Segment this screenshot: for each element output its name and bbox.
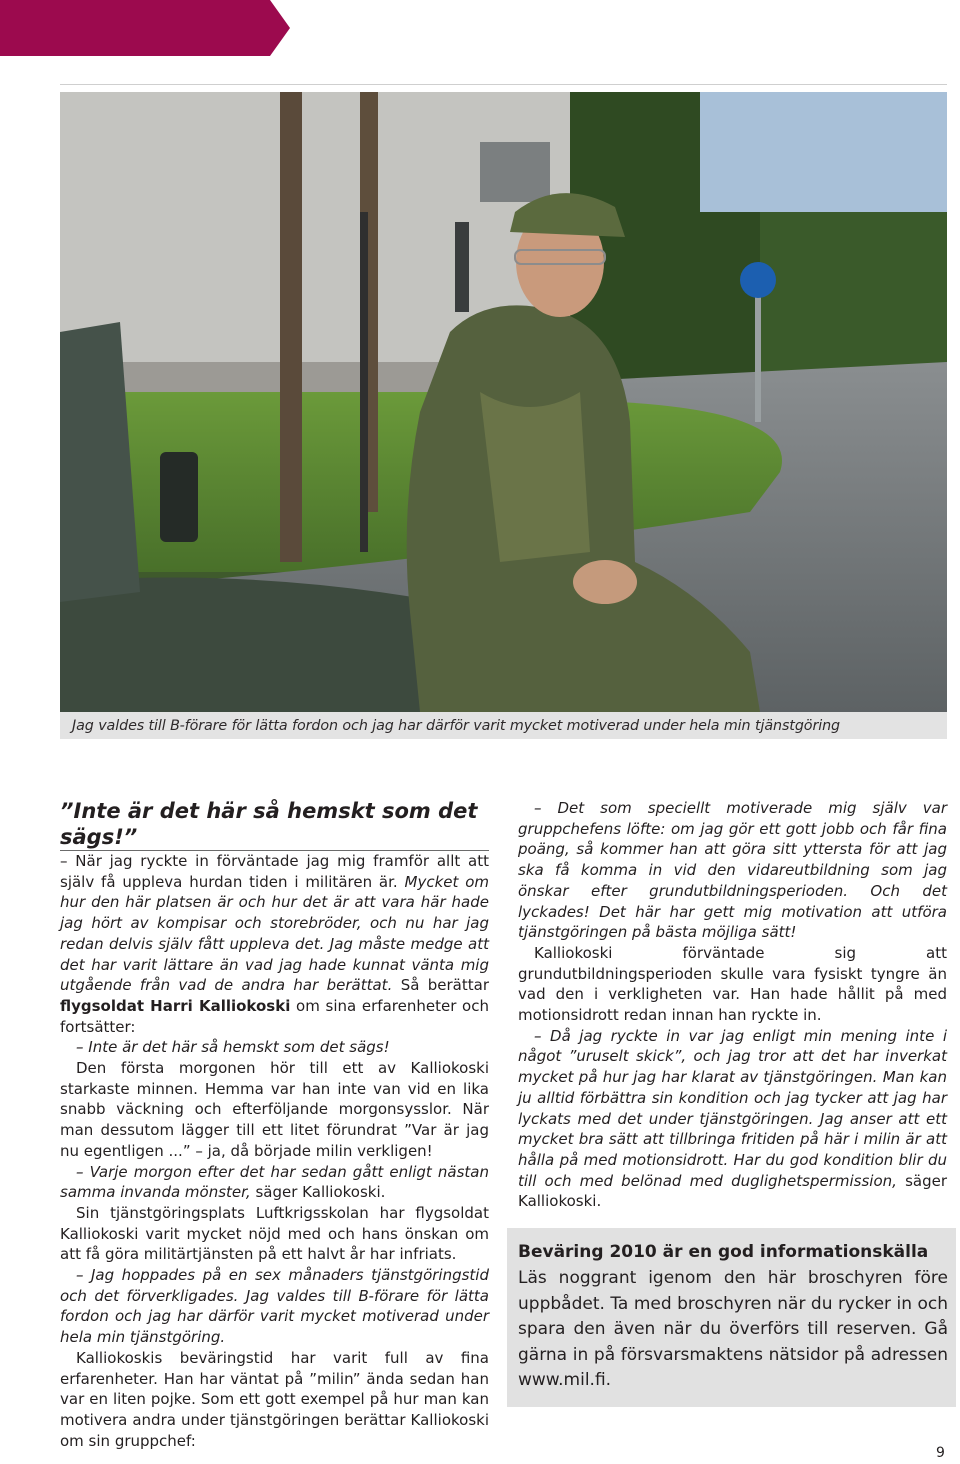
left-paragraph-4 xyxy=(60,1162,489,1203)
p4-attribution: säger Kalliokoski. xyxy=(255,1183,386,1202)
p3-attribution: säger Kalliokoski. xyxy=(518,1171,947,1211)
article-left-column xyxy=(60,798,489,1451)
info-box-text: Läs noggrant igenom den här broschyren före uppbådet. Ta med broschyren när du rycker in och spara den även när du överförs till reserven. Gå gärna in på försvarsmaktens nätsidor på adressen www.mil.fi. xyxy=(518,1268,948,1390)
right-paragraph-3 xyxy=(518,1026,947,1212)
photo-caption: Jag valdes till B-förare för lätta fordon och jag har därför varit mycket motiverad under hela min tjänstgöring xyxy=(72,717,841,734)
left-paragraph-2: – Inte är det här så hemskt som det sägs! xyxy=(76,1038,390,1057)
left-paragraph-6: – Jag hoppades på en sex månaders tjänstgöringstid och det förverkligades. Jag valdes till B-förare för lätta fordon och jag har därför varit mycket motiverad under hela min tjänstgöring. xyxy=(60,1266,489,1347)
left-paragraph-3: Den första morgonen hör till ett av Kalliokoski starkaste minnen. Hemma var han inte van vid en lika snabb väckning och efterföljande morgonsysslor. När man dessutom lägger till ett litet förundrat ”Var är jag nu egentligen ...” – ja, då började milin verkligen! xyxy=(60,1059,489,1160)
p4-quote: – Varje morgon efter det har sedan gått enligt nästan samma invanda mönster, xyxy=(60,1162,489,1202)
page-number: 9 xyxy=(936,1445,945,1461)
photo-caption-bar xyxy=(60,712,947,739)
soldier-name: flygsoldat Harri Kalliokoski xyxy=(60,996,291,1015)
left-paragraph-1 xyxy=(60,851,489,1037)
left-paragraph-7: Kalliokoskis beväringstid har varit full av fina erfarenheter. Han har väntat på ”milin” ända sedan han var en liten pojke. Som ett gott exempel på hur man kan motivera andra under tjänstgöringen berättar Kalliokoski om sin gruppchef: xyxy=(60,1348,489,1450)
p1-text-2: Jag måste medge att det har varit lättare än vad jag hade kunnat vänta mig utgående från vad de andra har berättat. xyxy=(60,934,489,995)
soldier-photo xyxy=(60,92,947,712)
info-box-title: Beväring 2010 är en god informationskälla xyxy=(518,1242,929,1262)
photo-top-rule xyxy=(60,84,947,85)
section-banner xyxy=(0,0,290,56)
p1-text: Mycket om hur den här platsen är och hur det är att vara här hade jag hört av kompisar och storebröder, och nu har jag redan delvis själv fått uppleva det. xyxy=(60,872,490,953)
p3-quote: – Då jag ryckte in var jag enligt min mening inte i något ”uruselt skick”, och jag tror att det har inverkat mycket på hur jag har klarat av tjänstgöringen. Man kan ju alltid förbättra sin kondition och jag tycker att jag har lyckats med det under tjänstgöringen. Jag anser att ett mycket bra sätt att tillbringa fritiden på här i milin är att hålla på med motionsidrott. Har du god kondition blir du till och med belönad med duglighetspermission, xyxy=(518,1026,947,1190)
p1-text-3: Så berättar xyxy=(400,976,489,995)
p1-text-4: om sina erfarenheter och fortsätter: xyxy=(60,996,489,1036)
right-paragraph-2: Kalliokoski förväntade sig att grundutbildningsperioden skulle vara fysiskt tyngre än vad den i verkligheten var. Han hade hållit på med motionsidrott redan innan han ryckte in. xyxy=(518,943,947,1025)
left-paragraph-5: Sin tjänstgöringsplats Luftkrigsskolan har flygsoldat Kalliokoski varit mycket nöjd med och hans önskan om att få göra militärtjänsten på ett halvt år har infriats. xyxy=(60,1203,489,1264)
info-box xyxy=(507,1228,956,1407)
article-heading: ”Inte är det här så hemskt som det sägs!” xyxy=(60,798,489,851)
article-right-column xyxy=(518,798,947,1212)
right-paragraph-1: – Det som speciellt motiverade mig själv var gruppchefens löfte: om jag gör ett gott jobb och får fina poäng, så kommer han att göra sitt yttersta för att jag ska få komma in vid den vidareutbildning som jag önskar efter grundutbildningsperioden. Och det lyckades! Det här har gett mig motivation att utföra tjänstgöringen på bästa möjliga sätt! xyxy=(518,799,947,942)
p1-quote: – När jag ryckte in förväntade jag mig framför allt att själv få uppleva hurdan tiden i militären är. xyxy=(60,852,489,891)
